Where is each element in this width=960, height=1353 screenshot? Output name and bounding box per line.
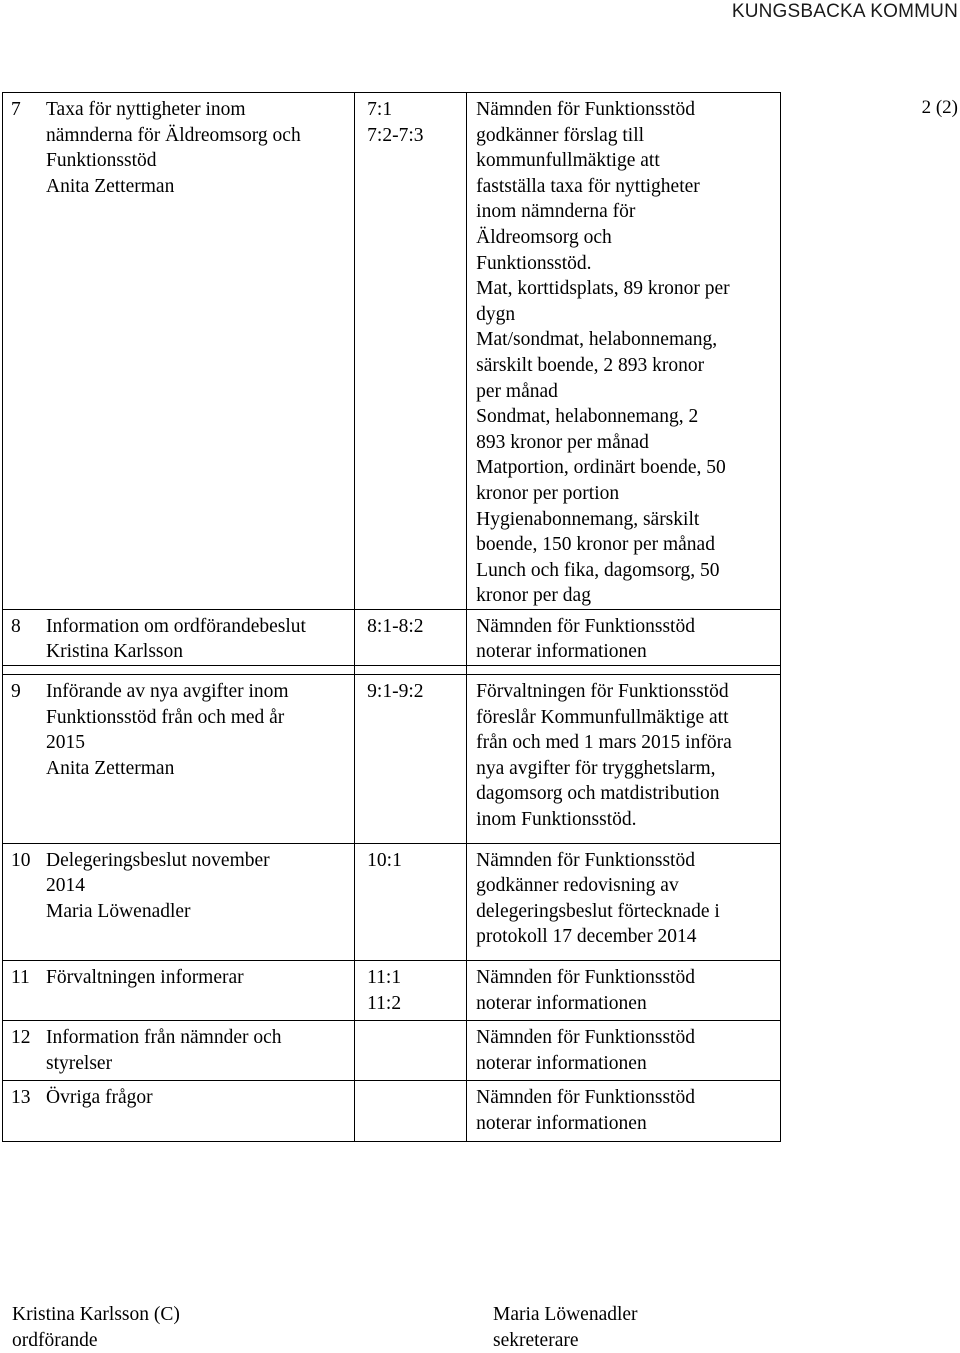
decision-line: kommunfullmäktige att bbox=[476, 150, 660, 172]
decision-line: Mat, korttidsplats, 89 kronor per bbox=[476, 278, 730, 300]
item-number: 12 bbox=[11, 1027, 31, 1049]
agenda-row-13 bbox=[3, 1081, 781, 1141]
decision-line: inom nämnderna för bbox=[476, 201, 636, 223]
decision-cell bbox=[467, 1021, 781, 1081]
decision-line: Lunch och fika, dagomsorg, 50 bbox=[476, 559, 720, 581]
paragraph-ref: 8:1-8:2 bbox=[367, 615, 424, 637]
item-title-line: Delegeringsbeslut november bbox=[46, 849, 270, 871]
decision-line: boende, 150 kronor per månad bbox=[476, 534, 715, 556]
decision-line: fastställa taxa för nyttigheter bbox=[476, 175, 700, 197]
item-title-cell bbox=[3, 961, 355, 1021]
decision-cell bbox=[467, 675, 781, 844]
decision-line: nya avgifter för trygghetslarm, bbox=[476, 757, 716, 779]
paragraph-ref: 7:2-7:3 bbox=[367, 124, 424, 146]
decision-line: Funktionsstöd. bbox=[476, 252, 592, 274]
item-title-line: nämnderna för Äldreomsorg och bbox=[46, 124, 301, 146]
secretary-role: sekreterare bbox=[493, 1329, 579, 1351]
decision-line: Äldreomsorg och bbox=[476, 226, 612, 248]
item-title-line: styrelser bbox=[46, 1052, 113, 1074]
item-number: 11 bbox=[11, 967, 30, 988]
agenda-row-12 bbox=[3, 1021, 781, 1081]
agenda-table bbox=[2, 92, 781, 1142]
decision-line: Nämnden för Funktionsstöd bbox=[476, 615, 695, 637]
item-title-line: 2015 bbox=[46, 732, 85, 754]
item-title-cell bbox=[3, 609, 355, 665]
chair-signature bbox=[12, 1302, 180, 1353]
item-title-line: 2014 bbox=[46, 875, 85, 897]
decision-line: från och med 1 mars 2015 införa bbox=[476, 732, 732, 754]
agenda-row-7 bbox=[3, 93, 781, 610]
decision-line: godkänner redovisning av bbox=[476, 875, 679, 897]
decision-line: Matportion, ordinärt boende, 50 bbox=[476, 457, 726, 479]
item-title-line: Införande av nya avgifter inom bbox=[46, 681, 289, 703]
paragraph-ref: 7:1 bbox=[367, 99, 393, 120]
item-presenter: Anita Zetterman bbox=[46, 757, 175, 779]
agenda-row-9 bbox=[3, 675, 781, 844]
item-title-line: Taxa för nyttigheter inom bbox=[46, 99, 246, 120]
agenda-row-8 bbox=[3, 609, 781, 665]
decision-line: noterar informationen bbox=[476, 1112, 647, 1134]
item-number: 10 bbox=[11, 849, 31, 871]
item-title-cell bbox=[3, 843, 355, 960]
decision-line: kronor per dag bbox=[476, 585, 591, 607]
decision-cell bbox=[467, 961, 781, 1021]
decision-line: dygn bbox=[476, 303, 516, 325]
decision-line: godkänner förslag till bbox=[476, 124, 645, 146]
item-title-cell bbox=[3, 1021, 355, 1081]
decision-line: föreslår Kommunfullmäktige att bbox=[476, 706, 729, 728]
decision-line: särskilt boende, 2 893 kronor bbox=[476, 354, 705, 376]
item-title-line: Funktionsstöd bbox=[46, 150, 157, 172]
decision-line: Nämnden för Funktionsstöd bbox=[476, 967, 695, 988]
item-presenter: Maria Löwenadler bbox=[46, 900, 191, 922]
item-title-cell bbox=[3, 675, 355, 844]
decision-line: kronor per portion bbox=[476, 482, 620, 504]
item-title-cell bbox=[3, 1081, 355, 1141]
decision-cell bbox=[467, 93, 781, 610]
decision-line: Nämnden för Funktionsstöd bbox=[476, 1087, 695, 1109]
decision-line: 893 kronor per månad bbox=[476, 431, 649, 453]
item-presenter: Kristina Karlsson bbox=[46, 641, 184, 663]
page-number: 2 (2) bbox=[921, 97, 958, 118]
decision-line: protokoll 17 december 2014 bbox=[476, 926, 697, 948]
decision-cell bbox=[467, 843, 781, 960]
item-number: 8 bbox=[11, 615, 21, 637]
organization-name: KUNGSBACKA KOMMUN bbox=[731, 1, 958, 22]
item-number: 13 bbox=[11, 1087, 31, 1109]
decision-line: noterar informationen bbox=[476, 1052, 647, 1074]
chair-name: Kristina Karlsson (C) bbox=[12, 1304, 180, 1325]
decision-line: Nämnden för Funktionsstöd bbox=[476, 849, 695, 871]
paragraph-ref: 11:1 bbox=[367, 967, 402, 988]
item-title-line: Övriga frågor bbox=[46, 1087, 153, 1109]
decision-line: per månad bbox=[476, 380, 558, 402]
decision-line: inom Funktionsstöd. bbox=[476, 809, 637, 831]
decision-line: noterar informationen bbox=[476, 992, 647, 1014]
decision-line: noterar informationen bbox=[476, 641, 647, 663]
decision-line: dagomsorg och matdistribution bbox=[476, 783, 720, 805]
agenda-row-10 bbox=[3, 843, 781, 960]
paragraph-cell bbox=[355, 93, 467, 610]
decision-line: Förvaltningen för Funktionsstöd bbox=[476, 681, 729, 703]
paragraph-cell bbox=[355, 843, 467, 960]
paragraph-ref: 10:1 bbox=[367, 849, 402, 871]
row-spacer bbox=[3, 666, 781, 675]
paragraph-cell bbox=[355, 1021, 467, 1081]
decision-line: Nämnden för Funktionsstöd bbox=[476, 99, 695, 120]
item-number: 9 bbox=[11, 681, 21, 703]
decision-cell bbox=[467, 609, 781, 665]
item-title-cell bbox=[3, 93, 355, 610]
paragraph-cell bbox=[355, 961, 467, 1021]
decision-line: Nämnden för Funktionsstöd bbox=[476, 1027, 695, 1049]
decision-line: delegeringsbeslut förtecknade i bbox=[476, 900, 720, 922]
item-title-line: Förvaltningen informerar bbox=[46, 967, 244, 988]
decision-line: Mat/sondmat, helabonnemang, bbox=[476, 329, 718, 351]
secretary-signature bbox=[493, 1302, 638, 1353]
paragraph-cell bbox=[355, 1081, 467, 1141]
paragraph-cell bbox=[355, 609, 467, 665]
chair-role: ordförande bbox=[12, 1329, 98, 1351]
paragraph-cell bbox=[355, 675, 467, 844]
item-number: 7 bbox=[11, 99, 21, 120]
decision-line: Sondmat, helabonnemang, 2 bbox=[476, 406, 699, 428]
paragraph-ref: 11:2 bbox=[367, 992, 402, 1014]
decision-line: Hygienabonnemang, särskilt bbox=[476, 508, 700, 530]
decision-cell bbox=[467, 1081, 781, 1141]
item-title-line: Information om ordförandebeslut bbox=[46, 615, 306, 637]
item-presenter: Anita Zetterman bbox=[46, 175, 175, 197]
paragraph-ref: 9:1-9:2 bbox=[367, 681, 424, 703]
agenda-row-11 bbox=[3, 961, 781, 1021]
secretary-name: Maria Löwenadler bbox=[493, 1304, 638, 1325]
item-title-line: Funktionsstöd från och med år bbox=[46, 706, 285, 728]
item-title-line: Information från nämnder och bbox=[46, 1027, 282, 1049]
